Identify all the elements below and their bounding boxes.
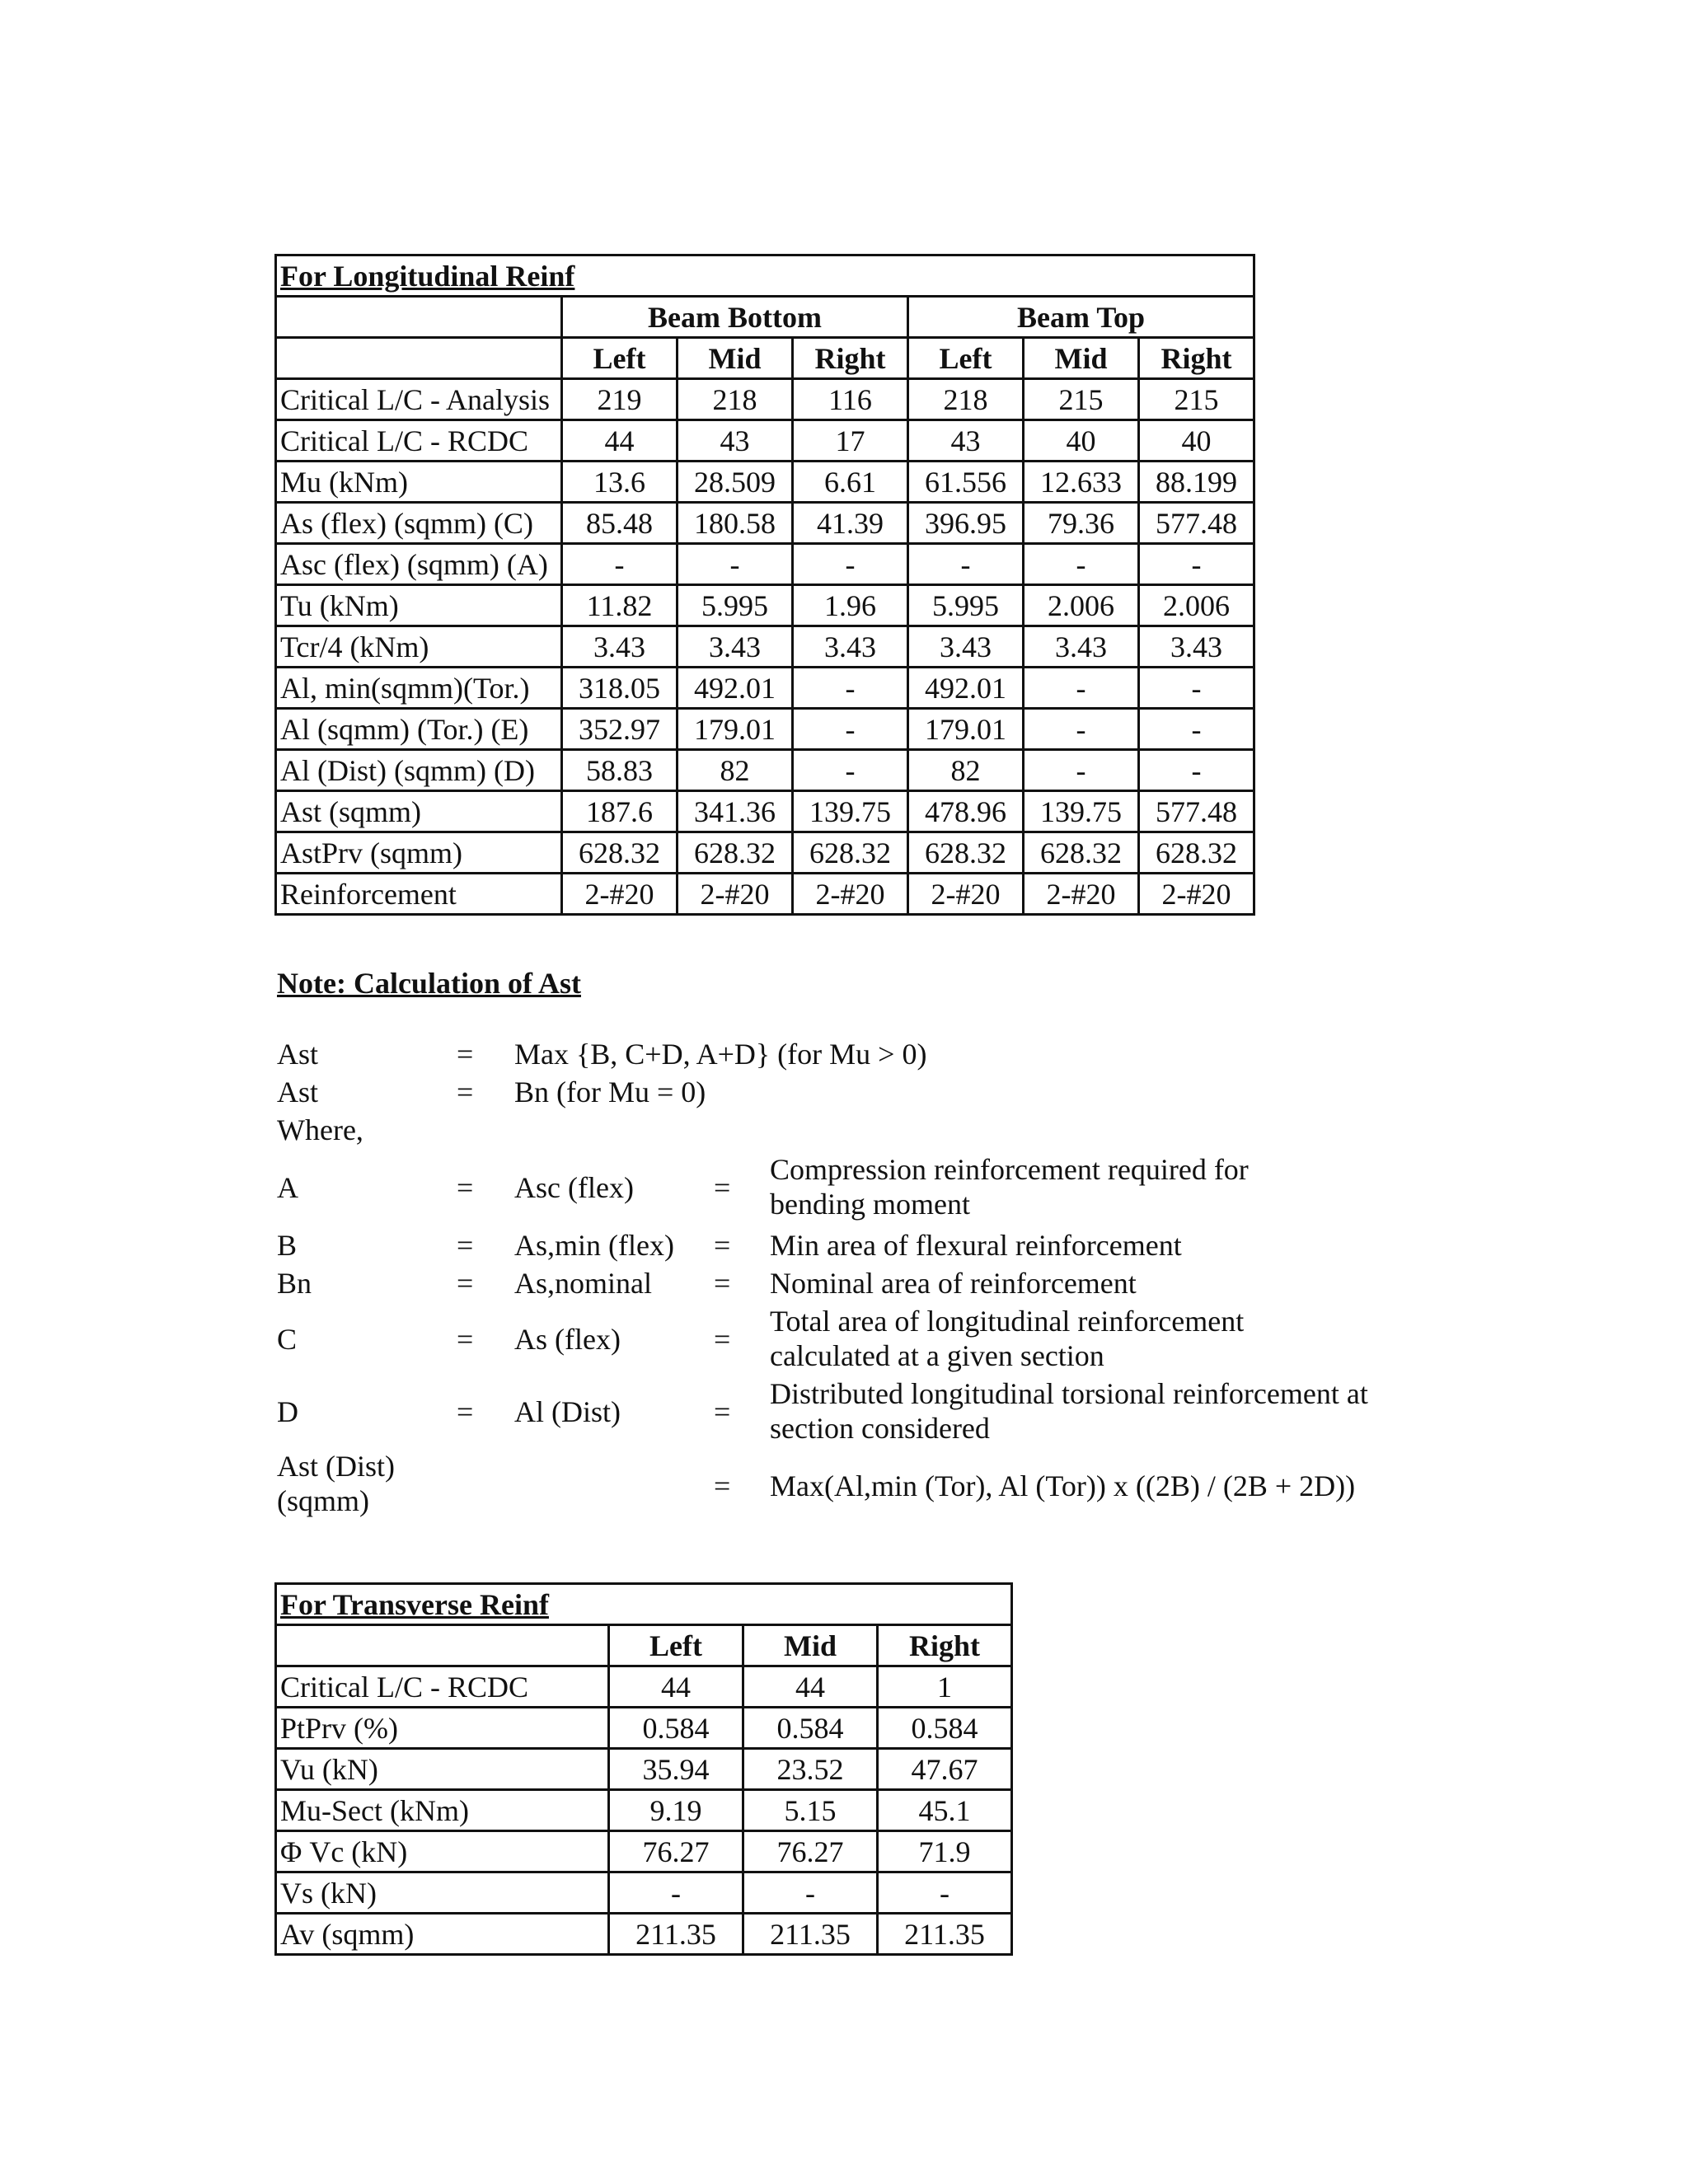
table-row xyxy=(276,1666,1012,1708)
transverse-table-title: For Transverse Reinf xyxy=(276,1584,1012,1625)
longitudinal-table-title: For Longitudinal Reinf xyxy=(276,255,1254,297)
table-cell: - xyxy=(793,750,908,791)
table-cell: 5.995 xyxy=(678,585,793,626)
row-label: Critical L/C - Analysis xyxy=(276,379,562,420)
table-cell: 76.27 xyxy=(743,1831,878,1872)
table-cell: 218 xyxy=(908,379,1024,420)
table-row xyxy=(276,1872,1012,1914)
table-cell: 2.006 xyxy=(1024,585,1139,626)
table-cell: 215 xyxy=(1024,379,1139,420)
row-label: Al (Dist) (sqmm) (D) xyxy=(276,750,562,791)
row-label: Ast (sqmm) xyxy=(276,791,562,832)
table-cell: 211.35 xyxy=(609,1914,743,1955)
table-cell: 2-#20 xyxy=(1139,874,1254,915)
table-cell: 211.35 xyxy=(743,1914,878,1955)
table-cell: 58.83 xyxy=(562,750,678,791)
equals-sign: = xyxy=(714,1323,731,1356)
where-label: Where, xyxy=(277,1113,363,1146)
table-cell: 187.6 xyxy=(562,791,678,832)
equals-sign: = xyxy=(457,1323,474,1356)
row-label: Asc (flex) (sqmm) (A) xyxy=(276,544,562,585)
table-cell: 218 xyxy=(678,379,793,420)
row-label: Mu-Sect (kNm) xyxy=(276,1790,609,1831)
def-symbol: C xyxy=(277,1323,298,1356)
ast-symbol: Ast xyxy=(277,1038,319,1071)
table-cell: 1 xyxy=(878,1666,1012,1708)
equals-sign: = xyxy=(457,1076,474,1108)
table-cell: - xyxy=(743,1872,878,1914)
table-cell: - xyxy=(793,544,908,585)
table-row xyxy=(276,544,1254,585)
dist-symbol: Ast (Dist) (sqmm) xyxy=(277,1450,395,1517)
table-cell: - xyxy=(562,544,678,585)
equals-sign: = xyxy=(714,1469,731,1502)
table-cell: 0.584 xyxy=(743,1708,878,1749)
table-cell: 116 xyxy=(793,379,908,420)
table-row xyxy=(276,420,1254,462)
table-cell: 13.6 xyxy=(562,462,678,503)
table-cell: 628.32 xyxy=(1139,832,1254,874)
table-cell: 44 xyxy=(743,1666,878,1708)
table-cell: 211.35 xyxy=(878,1914,1012,1955)
row-label: Mu (kNm) xyxy=(276,462,562,503)
table-cell: 45.1 xyxy=(878,1790,1012,1831)
table-cell: 2-#20 xyxy=(1024,874,1139,915)
table-cell: - xyxy=(609,1872,743,1914)
table-cell: 3.43 xyxy=(908,626,1024,668)
table-cell: - xyxy=(1024,668,1139,709)
table-cell: - xyxy=(1024,544,1139,585)
table-cell: 88.199 xyxy=(1139,462,1254,503)
table-cell: 41.39 xyxy=(793,503,908,544)
table-cell: 2-#20 xyxy=(793,874,908,915)
transverse-reinf-table xyxy=(274,1582,1013,1956)
table-cell: 85.48 xyxy=(562,503,678,544)
ast-symbol: Ast xyxy=(277,1076,319,1108)
ast-formula: Bn (for Mu = 0) xyxy=(514,1076,706,1108)
group-header-row xyxy=(276,297,1254,338)
table-cell: - xyxy=(1024,750,1139,791)
table-cell: 179.01 xyxy=(678,709,793,750)
table-row xyxy=(276,750,1254,791)
row-label: AstPrv (sqmm) xyxy=(276,832,562,874)
longitudinal-table-body xyxy=(276,379,1254,915)
table-row xyxy=(276,1914,1012,1955)
table-cell: 219 xyxy=(562,379,678,420)
table-cell: 9.19 xyxy=(609,1790,743,1831)
table-cell: 11.82 xyxy=(562,585,678,626)
column-header: Mid xyxy=(1024,338,1139,379)
table-cell: 44 xyxy=(609,1666,743,1708)
table-cell: 0.584 xyxy=(609,1708,743,1749)
table-cell: 2-#20 xyxy=(678,874,793,915)
column-header: Left xyxy=(908,338,1024,379)
table-cell: - xyxy=(1139,544,1254,585)
row-label: Critical L/C - RCDC xyxy=(276,1666,609,1708)
table-cell: - xyxy=(1139,668,1254,709)
table-cell: 2-#20 xyxy=(908,874,1024,915)
longitudinal-reinf-table xyxy=(274,254,1255,916)
column-header: Right xyxy=(793,338,908,379)
def-expression: As (flex) xyxy=(514,1323,621,1356)
table-cell: - xyxy=(1139,750,1254,791)
table-row xyxy=(276,626,1254,668)
ast-formula: Max {B, C+D, A+D} (for Mu > 0) xyxy=(514,1038,927,1071)
table-row xyxy=(276,503,1254,544)
table-cell: 3.43 xyxy=(562,626,678,668)
equals-sign: = xyxy=(457,1171,474,1204)
table-cell: 3.43 xyxy=(793,626,908,668)
dist-formula: Max(Al,min (Tor), Al (Tor)) x ((2B) / (2B + 2D)) xyxy=(770,1469,1356,1502)
def-symbol: B xyxy=(277,1229,298,1262)
table-cell: 478.96 xyxy=(908,791,1024,832)
table-cell: 3.43 xyxy=(678,626,793,668)
table-cell: 628.32 xyxy=(908,832,1024,874)
table-cell: 139.75 xyxy=(793,791,908,832)
equals-sign: = xyxy=(457,1038,474,1071)
equals-sign: = xyxy=(714,1229,731,1262)
table-cell: - xyxy=(793,709,908,750)
table-cell: 47.67 xyxy=(878,1749,1012,1790)
table-row xyxy=(276,585,1254,626)
table-row xyxy=(276,1790,1012,1831)
table-cell: 180.58 xyxy=(678,503,793,544)
table-cell: 352.97 xyxy=(562,709,678,750)
row-label: Tcr/4 (kNm) xyxy=(276,626,562,668)
def-symbol: A xyxy=(277,1171,298,1204)
table-cell: 43 xyxy=(678,420,793,462)
table-cell: 492.01 xyxy=(678,668,793,709)
table-cell: 2.006 xyxy=(1139,585,1254,626)
table-cell: 3.43 xyxy=(1024,626,1139,668)
table-cell: 628.32 xyxy=(1024,832,1139,874)
row-label: Al (sqmm) (Tor.) (E) xyxy=(276,709,562,750)
table-cell: 577.48 xyxy=(1139,503,1254,544)
table-cell: 1.96 xyxy=(793,585,908,626)
table-cell: 44 xyxy=(562,420,678,462)
empty-cell xyxy=(276,1625,609,1666)
table-title-row xyxy=(276,1584,1012,1625)
equals-sign: = xyxy=(457,1267,474,1300)
column-header: Left xyxy=(609,1625,743,1666)
def-expression: As,nominal xyxy=(514,1267,652,1300)
column-header: Mid xyxy=(743,1625,878,1666)
equals-sign: = xyxy=(457,1395,474,1428)
def-expression: As,min (flex) xyxy=(514,1229,674,1262)
equals-sign: = xyxy=(714,1267,731,1300)
table-cell: 76.27 xyxy=(609,1831,743,1872)
table-row xyxy=(276,874,1254,915)
def-symbol: Bn xyxy=(277,1267,312,1300)
def-description: Total area of longitudinal reinforcement calculated at a given section xyxy=(770,1305,1245,1372)
table-cell: 215 xyxy=(1139,379,1254,420)
row-label: As (flex) (sqmm) (C) xyxy=(276,503,562,544)
table-cell: 628.32 xyxy=(793,832,908,874)
def-description: Distributed longitudinal torsional reinforcement at section considered xyxy=(770,1377,1368,1445)
table-row xyxy=(276,709,1254,750)
table-title-row xyxy=(276,255,1254,297)
table-cell: 3.43 xyxy=(1139,626,1254,668)
table-cell: - xyxy=(793,668,908,709)
table-cell: 5.995 xyxy=(908,585,1024,626)
table-cell: 628.32 xyxy=(562,832,678,874)
row-label: Vu (kN) xyxy=(276,1749,609,1790)
transverse-table-body xyxy=(276,1666,1012,1955)
table-row xyxy=(276,379,1254,420)
table-row xyxy=(276,791,1254,832)
table-cell: 318.05 xyxy=(562,668,678,709)
column-header: Mid xyxy=(678,338,793,379)
column-header: Right xyxy=(878,1625,1012,1666)
row-label: Al, min(sqmm)(Tor.) xyxy=(276,668,562,709)
equals-sign: = xyxy=(714,1171,731,1204)
group-header-beam-bottom: Beam Bottom xyxy=(562,297,908,338)
column-header: Right xyxy=(1139,338,1254,379)
def-symbol: D xyxy=(277,1395,298,1428)
table-cell: - xyxy=(678,544,793,585)
row-label: PtPrv (%) xyxy=(276,1708,609,1749)
def-description: Nominal area of reinforcement xyxy=(770,1267,1137,1300)
def-description: Compression reinforcement required for bending moment xyxy=(770,1153,1249,1221)
table-cell: 179.01 xyxy=(908,709,1024,750)
table-row xyxy=(276,668,1254,709)
table-cell: 35.94 xyxy=(609,1749,743,1790)
table-cell: 82 xyxy=(678,750,793,791)
table-row xyxy=(276,1749,1012,1790)
table-cell: 341.36 xyxy=(678,791,793,832)
table-cell: - xyxy=(1024,709,1139,750)
note-title: Note: Calculation of Ast xyxy=(277,967,581,1000)
table-cell: - xyxy=(878,1872,1012,1914)
column-header-row xyxy=(276,338,1254,379)
table-cell: 0.584 xyxy=(878,1708,1012,1749)
table-cell: 2-#20 xyxy=(562,874,678,915)
column-header: Left xyxy=(562,338,678,379)
group-header-beam-top: Beam Top xyxy=(908,297,1254,338)
table-row xyxy=(276,832,1254,874)
table-cell: 12.633 xyxy=(1024,462,1139,503)
table-cell: 40 xyxy=(1139,420,1254,462)
equals-sign: = xyxy=(714,1395,731,1428)
def-description: Min area of flexural reinforcement xyxy=(770,1229,1182,1262)
table-cell: 79.36 xyxy=(1024,503,1139,544)
table-row xyxy=(276,1708,1012,1749)
table-row xyxy=(276,1831,1012,1872)
table-cell: 139.75 xyxy=(1024,791,1139,832)
empty-cell xyxy=(276,297,562,338)
table-cell: 577.48 xyxy=(1139,791,1254,832)
table-cell: 43 xyxy=(908,420,1024,462)
table-cell: 6.61 xyxy=(793,462,908,503)
row-label: Av (sqmm) xyxy=(276,1914,609,1955)
table-cell: 82 xyxy=(908,750,1024,791)
table-cell: 492.01 xyxy=(908,668,1024,709)
table-cell: 628.32 xyxy=(678,832,793,874)
table-row xyxy=(276,462,1254,503)
equals-sign: = xyxy=(457,1229,474,1262)
empty-cell xyxy=(276,338,562,379)
table-cell: 5.15 xyxy=(743,1790,878,1831)
table-cell: 61.556 xyxy=(908,462,1024,503)
row-label: Critical L/C - RCDC xyxy=(276,420,562,462)
table-cell: - xyxy=(1139,709,1254,750)
row-label: Vs (kN) xyxy=(276,1872,609,1914)
row-label: Tu (kNm) xyxy=(276,585,562,626)
table-cell: 28.509 xyxy=(678,462,793,503)
table-cell: 40 xyxy=(1024,420,1139,462)
table-cell: - xyxy=(908,544,1024,585)
column-header-row xyxy=(276,1625,1012,1666)
table-cell: 23.52 xyxy=(743,1749,878,1790)
def-expression: Asc (flex) xyxy=(514,1171,634,1204)
def-expression: Al (Dist) xyxy=(514,1395,621,1428)
row-label: Φ Vc (kN) xyxy=(276,1831,609,1872)
table-cell: 71.9 xyxy=(878,1831,1012,1872)
table-cell: 396.95 xyxy=(908,503,1024,544)
row-label: Reinforcement xyxy=(276,874,562,915)
table-cell: 17 xyxy=(793,420,908,462)
